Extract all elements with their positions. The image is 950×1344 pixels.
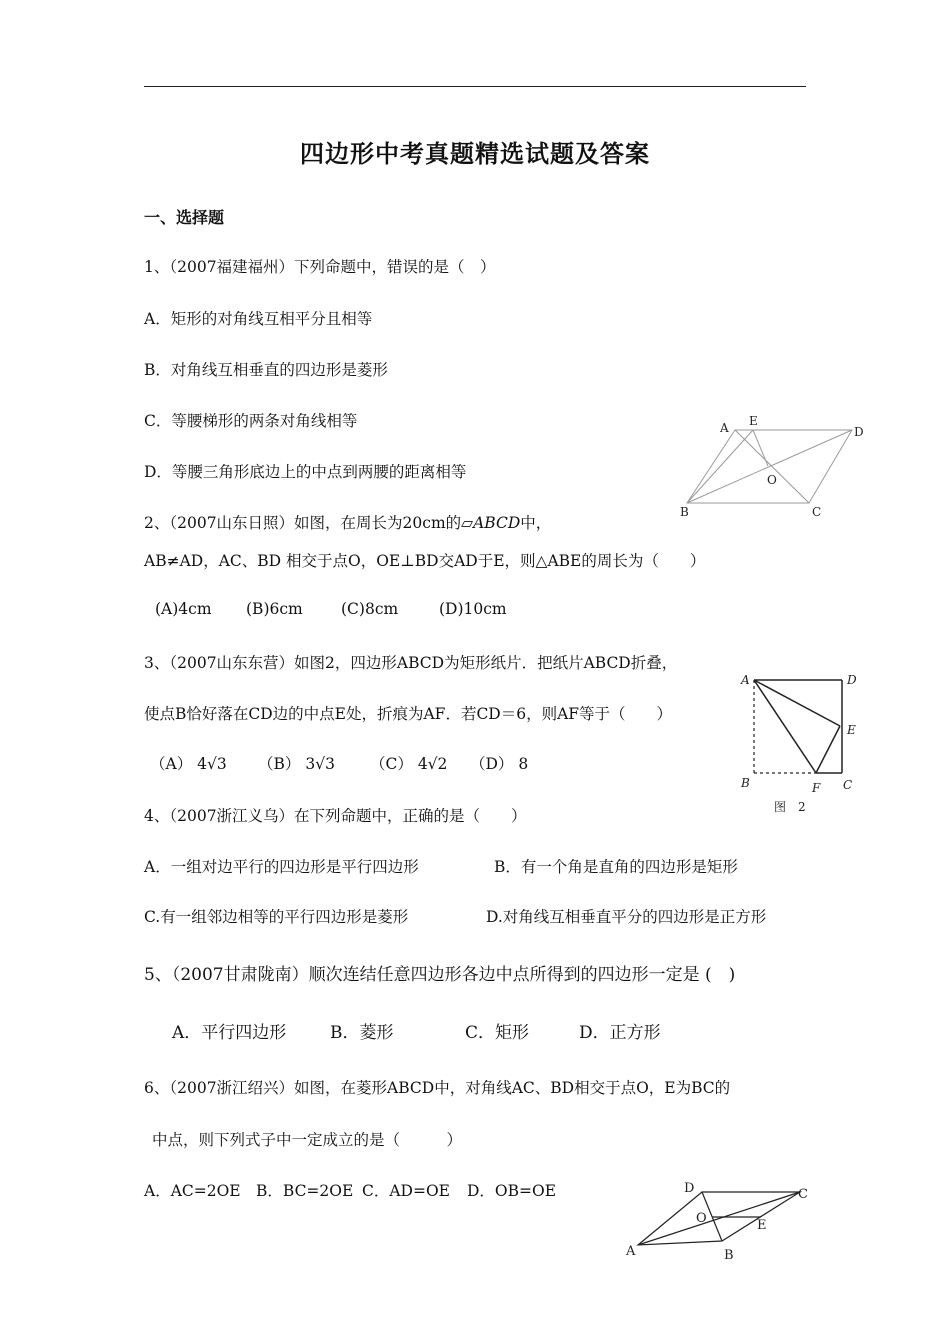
q2-option-a: (A)4cm	[155, 600, 212, 618]
q3-option-c-value: 4√2	[417, 755, 448, 773]
header-rule	[144, 86, 806, 87]
q2-label-b: B	[680, 505, 689, 519]
q3-option-d-label: （D）	[470, 755, 514, 773]
q6-stem-line1: 6、（2007浙江绍兴）如图，在菱形ABCD中，对角线AC、BD相交于点O，E为BC的	[144, 1079, 731, 1097]
q1-option-c: C．等腰梯形的两条对角线相等	[144, 412, 358, 430]
q4-stem: 4、（2007浙江义乌）在下列命题中，正确的是（ ）	[144, 807, 527, 825]
q5-option-a: A．平行四边形	[172, 1023, 287, 1043]
q2-stem-suffix: 中，	[520, 514, 552, 532]
q4-option-a: A．一组对边平行的四边形是平行四边形	[144, 858, 419, 876]
q3-label-c: C	[843, 778, 853, 792]
q3-option-b-value: 3√3	[305, 755, 335, 773]
q2-stem-prefix: 2、（2007山东日照）如图，在周长为20cm的	[144, 514, 462, 532]
q6-option-c: C．AD=OE	[362, 1182, 450, 1200]
q2-figure-parallelogram	[672, 408, 872, 520]
q4-option-b: B．有一个角是直角的四边形是矩形	[494, 858, 738, 876]
section-heading: 一、选择题	[144, 208, 225, 227]
q2-option-c: (C)8cm	[341, 600, 399, 618]
q6-label-b: B	[724, 1248, 734, 1263]
q6-label-o: O	[696, 1211, 707, 1226]
q3-label-d: D	[847, 673, 857, 687]
q3-option-d-value: 8	[518, 755, 529, 773]
q6-option-d: D．OB=OE	[467, 1182, 557, 1200]
q2-label-o: O	[767, 473, 777, 487]
q6-label-d: D	[684, 1181, 695, 1196]
q3-option-c-label: （C）	[370, 755, 413, 773]
q5-option-b: B．菱形	[330, 1023, 394, 1043]
q3-option-c	[370, 752, 447, 774]
q2-stem-line1	[144, 511, 551, 533]
q3-stem-line2: 使点B恰好落在CD边的中点E处，折痕为AF．若CD＝6，则AF等于（ ）	[144, 705, 673, 723]
q6-label-c: C	[798, 1187, 808, 1202]
q3-option-d	[470, 752, 528, 774]
q4-option-c: C.有一组邻边相等的平行四边形是菱形	[144, 908, 409, 926]
q3-label-e: E	[847, 723, 856, 737]
q5-option-d: D．正方形	[579, 1023, 661, 1043]
q2-label-a: A	[720, 421, 729, 435]
q6-option-a: A．AC=2OE	[144, 1182, 241, 1200]
q3-option-b	[258, 752, 335, 774]
q5-option-c: C．矩形	[465, 1023, 530, 1043]
q3-option-a	[150, 752, 227, 774]
q4-option-d: D.对角线互相垂直平分的四边形是正方形	[486, 908, 767, 926]
q3-label-b: B	[741, 776, 750, 790]
q2-label-d: D	[854, 425, 864, 439]
q6-label-e: E	[757, 1218, 767, 1233]
q2-parallelogram-symbol: ▱ABCD	[461, 514, 521, 532]
q2-stem-line2: AB≠AD，AC、BD 相交于点O，OE⊥BD交AD于E，则△ABE的周长为（ ）	[144, 552, 706, 570]
q6-option-b: B．BC=2OE	[256, 1182, 354, 1200]
q1-option-b: B．对角线互相垂直的四边形是菱形	[144, 361, 388, 379]
q1-stem: 1、（2007福建福州）下列命题中，错误的是（ ）	[144, 258, 496, 276]
q3-label-f: F	[812, 781, 821, 795]
q3-stem-line1: 3、（2007山东东营）如图2，四边形ABCD为矩形纸片．把纸片ABCD折叠，	[144, 654, 678, 672]
q3-option-a-label: （A）	[150, 755, 193, 773]
q6-label-a: A	[626, 1244, 636, 1259]
q2-option-d: (D)10cm	[439, 600, 507, 618]
q3-option-a-value: 4√3	[197, 755, 227, 773]
q2-label-e: E	[749, 414, 758, 428]
q1-option-a: A．矩形的对角线互相平分且相等	[144, 310, 373, 328]
q6-figure-rhombus	[622, 1175, 822, 1267]
page-title: 四边形中考真题精选试题及答案	[300, 139, 650, 168]
q3-figure-rectangle	[736, 668, 866, 818]
q6-stem-line2: 中点，则下列式子中一定成立的是（ ）	[152, 1131, 463, 1149]
q2-label-c: C	[812, 505, 822, 519]
q1-option-d: D．等腰三角形底边上的中点到两腰的距离相等	[144, 463, 467, 481]
q2-option-b: (B)6cm	[246, 600, 303, 618]
q3-figure-caption: 图 2	[774, 800, 806, 814]
q5-stem: 5、（2007甘肃陇南）顺次连结任意四边形各边中点所得到的四边形一定是 ( )	[144, 965, 736, 985]
q3-option-b-label: （B）	[258, 755, 301, 773]
q3-label-a: A	[741, 673, 750, 687]
